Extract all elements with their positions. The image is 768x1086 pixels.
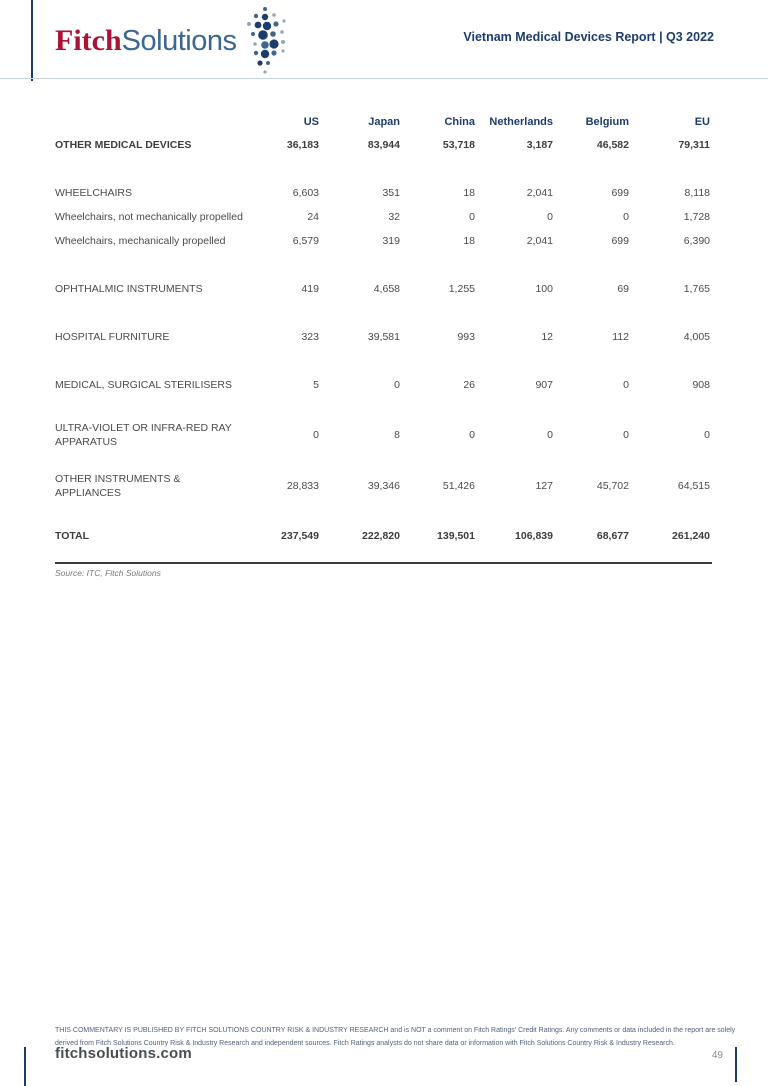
row-value: 46,582 xyxy=(596,139,629,152)
row-value: 2,041 xyxy=(526,235,553,248)
table-row xyxy=(55,230,712,254)
row-value: 79,311 xyxy=(678,139,710,152)
row-value: 0 xyxy=(623,211,629,224)
row-value: 4,005 xyxy=(683,331,710,344)
row-value: 39,346 xyxy=(367,480,400,493)
column-header-belgium: Belgium xyxy=(585,115,629,128)
row-value: 0 xyxy=(394,379,400,392)
row-label: OTHER MEDICAL DEVICES xyxy=(55,139,192,152)
row-label: Wheelchairs, not mechanically propelled xyxy=(55,211,243,224)
row-value: 28,833 xyxy=(286,480,319,493)
bottom-right-border-rule xyxy=(735,1047,737,1082)
row-value: 127 xyxy=(535,480,553,493)
row-value: 237,549 xyxy=(281,529,319,542)
table-row xyxy=(55,473,712,500)
row-value: 261,240 xyxy=(672,529,710,542)
page-number: 49 xyxy=(711,1050,723,1061)
row-value: 139,501 xyxy=(437,529,475,542)
row-value: 12 xyxy=(541,331,553,344)
row-label: ULTRA-VIOLET OR INFRA-RED RAY APPARATUS xyxy=(55,422,232,448)
row-value: 699 xyxy=(611,235,629,248)
row-value: 100 xyxy=(535,283,553,296)
website-link[interactable]: fitchsolutions.com xyxy=(55,1045,192,1062)
logo-dots-icon xyxy=(239,4,291,78)
report-title: Vietnam Medical Devices Report | Q3 2022 xyxy=(463,30,714,44)
table-row xyxy=(55,278,712,302)
table-row xyxy=(55,206,712,230)
row-value: 6,390 xyxy=(683,235,710,248)
table-row xyxy=(55,422,712,449)
row-value: 0 xyxy=(704,428,710,441)
row-label: OPHTHALMIC INSTRUMENTS xyxy=(55,283,203,296)
footer-bar xyxy=(55,1045,735,1062)
bottom-left-border-rule xyxy=(24,1047,26,1086)
row-value: 0 xyxy=(547,428,553,441)
header-divider xyxy=(0,78,768,79)
row-value: 4,658 xyxy=(373,283,400,296)
table-bottom-rule xyxy=(55,562,712,564)
row-value: 68,677 xyxy=(596,529,629,542)
disclaimer-line-1: THIS COMMENTARY IS PUBLISHED BY FITCH SOLUTIONS COUNTRY RISK & INDUSTRY RESEARCH and is NOT a comment on Fitch Ratings' Credit Ratings. Any comments or data included in the report are solely xyxy=(55,1027,736,1034)
page-header xyxy=(0,0,768,78)
row-value: 26 xyxy=(463,379,475,392)
row-value: 699 xyxy=(611,187,629,200)
row-value: 0 xyxy=(623,379,629,392)
imports-table xyxy=(55,110,712,578)
row-value: 39,581 xyxy=(367,331,400,344)
row-value: 419 xyxy=(301,283,319,296)
row-value: 1,728 xyxy=(683,211,710,224)
row-value: 53,718 xyxy=(442,139,475,152)
table-row xyxy=(55,326,712,350)
row-value: 5 xyxy=(313,379,319,392)
row-value: 0 xyxy=(469,428,475,441)
row-value: 8 xyxy=(394,428,400,441)
row-value: 907 xyxy=(535,379,553,392)
row-value: 64,515 xyxy=(677,480,710,493)
row-value: 18 xyxy=(463,235,475,248)
row-label: TOTAL xyxy=(55,529,90,542)
row-value: 1,255 xyxy=(448,283,475,296)
row-value: 8,118 xyxy=(684,187,710,200)
column-header-japan: Japan xyxy=(368,115,400,128)
row-value: 83,944 xyxy=(367,139,400,152)
row-value: 32 xyxy=(388,211,400,224)
row-value: 24 xyxy=(307,211,319,224)
row-value: 0 xyxy=(623,428,629,441)
row-label: WHEELCHAIRS xyxy=(55,187,133,200)
disclaimer-line-2: derived from Fitch Solutions Country Risk & Industry Research and independent sources. Fitch Ratings analysts do not share data or information with Fitch Solutions Country Risk & Industry Research. xyxy=(55,1040,675,1047)
row-value: 0 xyxy=(469,211,475,224)
row-value: 0 xyxy=(547,211,553,224)
row-value: 18 xyxy=(463,187,475,200)
fitch-solutions-logo xyxy=(55,12,291,78)
row-value: 2,041 xyxy=(526,187,553,200)
table-row xyxy=(55,134,712,158)
row-value: 51,426 xyxy=(442,480,475,493)
table-header-row xyxy=(55,110,712,134)
column-header-us: US xyxy=(303,115,319,128)
row-value: 993 xyxy=(457,331,475,344)
row-value: 112 xyxy=(612,331,629,344)
row-value: 323 xyxy=(301,331,319,344)
column-header-china: China xyxy=(444,115,475,128)
row-label: Wheelchairs, mechanically propelled xyxy=(55,235,226,248)
table-row xyxy=(55,525,712,549)
row-value: 36,183 xyxy=(286,139,319,152)
column-header-eu: EU xyxy=(694,115,710,128)
table-row xyxy=(55,182,712,206)
row-value: 222,820 xyxy=(362,529,400,542)
row-value: 106,839 xyxy=(515,529,553,542)
row-label: HOSPITAL FURNITURE xyxy=(55,331,170,344)
row-value: 319 xyxy=(382,235,400,248)
row-label: MEDICAL, SURGICAL STERILISERS xyxy=(55,379,232,392)
row-value: 351 xyxy=(382,187,400,200)
row-value: 6,603 xyxy=(292,187,319,200)
table-body xyxy=(55,134,712,549)
row-value: 3,187 xyxy=(526,139,553,152)
logo-solutions-text: Solutions xyxy=(121,25,237,57)
row-value: 6,579 xyxy=(292,235,319,248)
logo-wordmark xyxy=(55,12,236,56)
row-value: 45,702 xyxy=(596,480,629,493)
source-note: Source: ITC, Fitch Solutions xyxy=(55,567,161,578)
row-value: 908 xyxy=(692,379,710,392)
row-value: 1,765 xyxy=(683,283,710,296)
logo-fitch-text: Fitch xyxy=(55,24,122,57)
row-value: 69 xyxy=(617,283,629,296)
row-label: OTHER INSTRUMENTS & APPLIANCES xyxy=(55,473,181,499)
column-header-netherlands: Netherlands xyxy=(489,115,553,128)
table-row xyxy=(55,374,712,398)
row-value: 0 xyxy=(313,428,319,441)
